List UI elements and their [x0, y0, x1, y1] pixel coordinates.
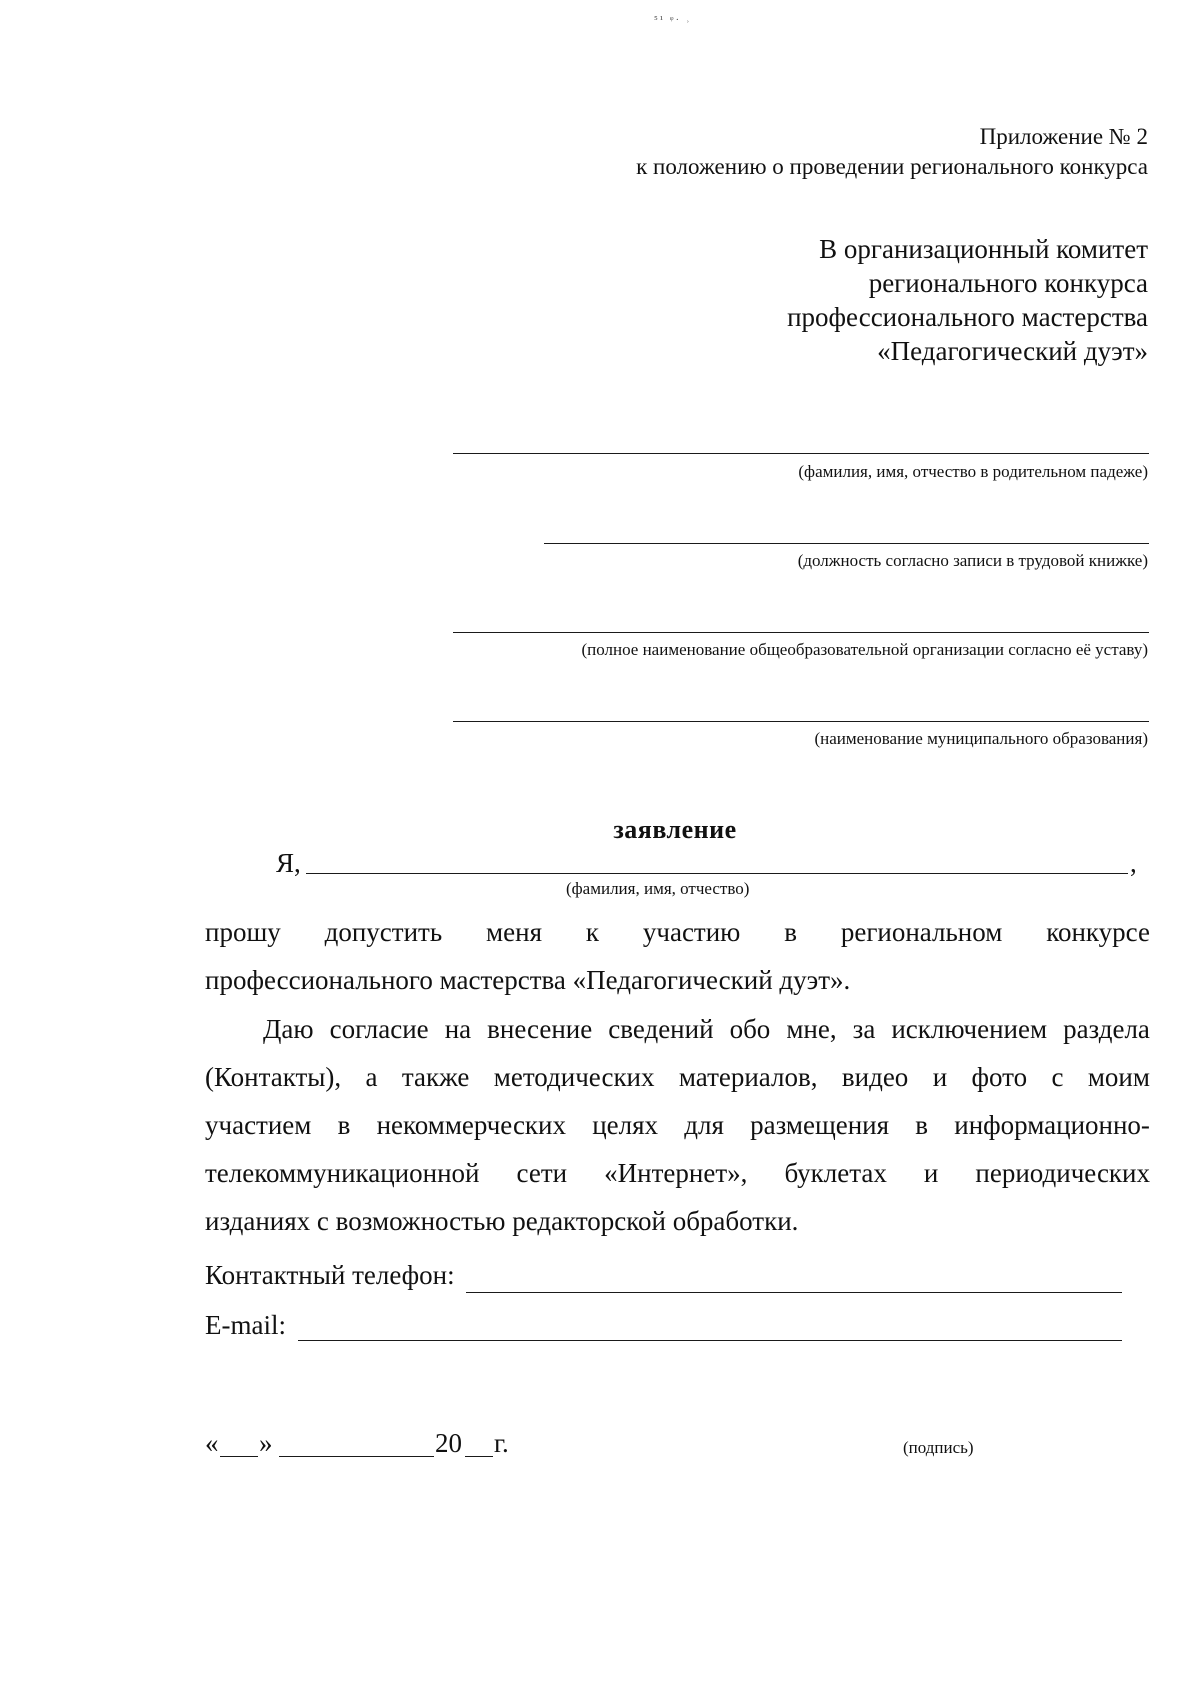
position-line[interactable] — [544, 543, 1149, 544]
consent-line-5: изданиях с возможностью редакторской обработки. — [205, 1206, 799, 1236]
consent-line-2 — [205, 1053, 1150, 1101]
organization-line[interactable] — [453, 632, 1149, 633]
date-day-field[interactable] — [220, 1456, 258, 1457]
word: меня — [486, 917, 542, 947]
date-year-field[interactable] — [465, 1456, 493, 1457]
municipality-line[interactable] — [453, 721, 1149, 722]
statement-body — [205, 908, 1150, 1004]
word: мне, — [786, 1014, 837, 1044]
word: Даю — [263, 1014, 314, 1044]
word: с — [1051, 1062, 1064, 1092]
fio-genitive-line[interactable] — [453, 453, 1149, 454]
word: к — [585, 917, 599, 947]
email-label: E-mail: — [205, 1310, 286, 1340]
addressee-block — [787, 232, 1148, 368]
signature-caption: (подпись) — [903, 1438, 974, 1457]
word: моим — [1087, 1062, 1150, 1092]
consent-paragraph — [205, 1005, 1150, 1245]
word: целях — [592, 1110, 659, 1140]
organization-caption: (полное наименование общеобразовательной организации согласно её уставу) — [581, 640, 1148, 659]
word: телекоммуникационной — [205, 1158, 480, 1188]
word: обо — [729, 1014, 771, 1044]
word: исключением — [891, 1014, 1048, 1044]
word: а — [365, 1062, 378, 1092]
word: на — [444, 1014, 472, 1044]
word: размещения — [750, 1110, 890, 1140]
addressee-line-3: профессионального мастерства — [787, 302, 1148, 332]
addressee-line-2: регионального конкурса — [868, 268, 1148, 298]
date-quote-close: » — [259, 1428, 273, 1458]
statement-title: заявление — [613, 815, 737, 844]
word: конкурсе — [1046, 917, 1150, 947]
word: в — [337, 1110, 351, 1140]
consent-line-4 — [205, 1149, 1150, 1197]
position-caption: (должность согласно записи в трудовой книжке) — [797, 551, 1148, 570]
request-line-2: профессионального мастерства «Педагогический дуэт». — [205, 965, 851, 995]
fio-genitive-caption: (фамилия, имя, отчество в родительном падеже) — [798, 462, 1148, 481]
date-quote-open: « — [205, 1428, 219, 1458]
i-label: Я, — [276, 848, 301, 878]
word: в — [915, 1110, 929, 1140]
word: информационно- — [954, 1110, 1150, 1140]
date-month-field[interactable] — [279, 1456, 434, 1457]
addressee-line-4: «Педагогический дуэт» — [877, 336, 1148, 366]
phone-field[interactable] — [466, 1292, 1122, 1293]
word: некоммерческих — [376, 1110, 566, 1140]
word: для — [684, 1110, 724, 1140]
word: за — [852, 1014, 876, 1044]
word: внесение — [487, 1014, 593, 1044]
word: фото — [971, 1062, 1028, 1092]
date-year-suffix: г. — [494, 1428, 509, 1458]
appendix-number: Приложение № 2 — [979, 124, 1148, 149]
email-field[interactable] — [298, 1340, 1122, 1341]
word: согласие — [329, 1014, 429, 1044]
word: сети — [516, 1158, 568, 1188]
word: допустить — [324, 917, 443, 947]
word: «Интернет», — [604, 1158, 748, 1188]
consent-line-1 — [205, 1005, 1150, 1053]
word: методических — [493, 1062, 655, 1092]
fio-line[interactable] — [306, 873, 1128, 874]
word: участию — [642, 917, 741, 947]
word: видео — [841, 1062, 909, 1092]
request-line-1 — [205, 908, 1150, 956]
word: (Контакты), — [205, 1062, 342, 1092]
word: участием — [205, 1110, 312, 1140]
word: буклетах — [784, 1158, 887, 1188]
word: сведений — [608, 1014, 714, 1044]
date-year-prefix: 20 — [435, 1428, 462, 1458]
word: раздела — [1063, 1014, 1150, 1044]
word: региональном — [840, 917, 1003, 947]
appendix-reference: к положению о проведении регионального конкурса — [636, 154, 1148, 179]
fio-comma: , — [1130, 848, 1137, 878]
phone-label: Контактный телефон: — [205, 1260, 455, 1290]
word: материалов, — [678, 1062, 818, 1092]
addressee-line-1: В организационный комитет — [819, 234, 1148, 264]
municipality-caption: (наименование муниципального образования) — [814, 729, 1148, 748]
consent-line-3 — [205, 1101, 1150, 1149]
word: и — [923, 1158, 939, 1188]
word: и — [932, 1062, 948, 1092]
fio-caption: (фамилия, имя, отчество) — [566, 879, 750, 898]
word: также — [401, 1062, 470, 1092]
word: в — [784, 917, 797, 947]
word: прошу — [205, 917, 281, 947]
word: периодических — [975, 1158, 1150, 1188]
scan-mark: ⁵¹ ᵠ· ˒ — [654, 14, 692, 26]
